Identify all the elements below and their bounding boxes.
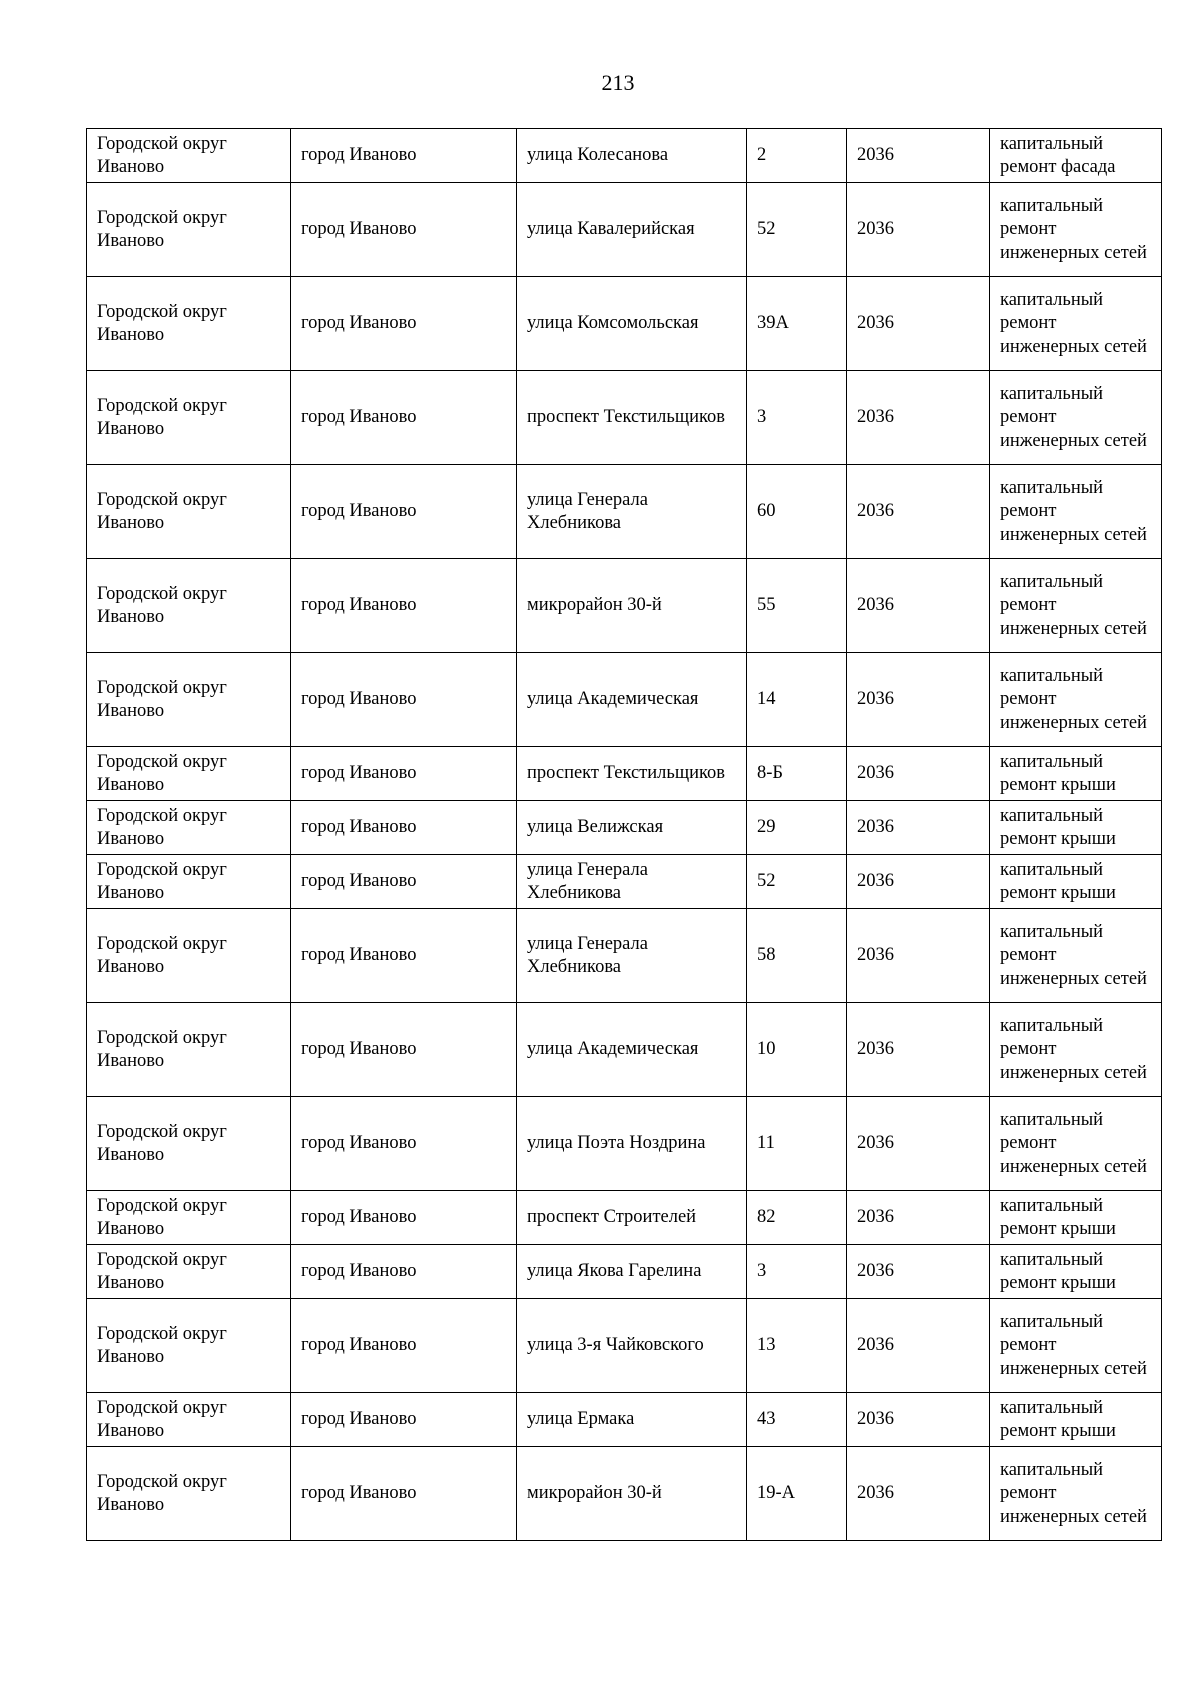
city-cell: город Иваново	[291, 277, 517, 371]
house-cell: 14	[747, 653, 847, 747]
work-type-cell: капитальный ремонт инженерных сетей	[990, 277, 1162, 371]
district-cell: Городской округ Иваново	[87, 277, 291, 371]
table-row	[87, 465, 1162, 559]
table-row	[87, 559, 1162, 653]
district-cell: Городской округ Иваново	[87, 1447, 291, 1541]
work-type-cell: капитальный ремонт инженерных сетей	[990, 1003, 1162, 1097]
table-row	[87, 653, 1162, 747]
table-row	[87, 801, 1162, 855]
district-cell: Городской округ Иваново	[87, 801, 291, 855]
work-type-cell: капитальный ремонт крыши	[990, 1245, 1162, 1299]
street-cell: улица Комсомольская	[517, 277, 747, 371]
street-cell: улица Кавалерийская	[517, 183, 747, 277]
city-cell: город Иваново	[291, 855, 517, 909]
house-cell: 11	[747, 1097, 847, 1191]
street-cell: проспект Текстильщиков	[517, 371, 747, 465]
city-cell: город Иваново	[291, 653, 517, 747]
district-cell: Городской округ Иваново	[87, 653, 291, 747]
table-row	[87, 1191, 1162, 1245]
year-cell: 2036	[847, 371, 990, 465]
work-type-cell: капитальный ремонт инженерных сетей	[990, 1299, 1162, 1393]
work-type-cell: капитальный ремонт инженерных сетей	[990, 1447, 1162, 1541]
year-cell: 2036	[847, 1393, 990, 1447]
year-cell: 2036	[847, 1245, 990, 1299]
table-row	[87, 909, 1162, 1003]
year-cell: 2036	[847, 1299, 990, 1393]
year-cell: 2036	[847, 1191, 990, 1245]
year-cell: 2036	[847, 1003, 990, 1097]
house-cell: 39А	[747, 277, 847, 371]
street-cell: улица Велижская	[517, 801, 747, 855]
year-cell: 2036	[847, 277, 990, 371]
work-type-cell: капитальный ремонт инженерных сетей	[990, 653, 1162, 747]
table-row	[87, 1097, 1162, 1191]
street-cell: улица Поэта Ноздрина	[517, 1097, 747, 1191]
city-cell: город Иваново	[291, 1245, 517, 1299]
work-type-cell: капитальный ремонт инженерных сетей	[990, 371, 1162, 465]
street-cell: улица Академическая	[517, 1003, 747, 1097]
house-cell: 13	[747, 1299, 847, 1393]
work-type-cell: капитальный ремонт инженерных сетей	[990, 1097, 1162, 1191]
city-cell: город Иваново	[291, 183, 517, 277]
city-cell: город Иваново	[291, 747, 517, 801]
repair-schedule-table	[86, 128, 1162, 1541]
house-cell: 52	[747, 855, 847, 909]
table-row	[87, 129, 1162, 183]
work-type-cell: капитальный ремонт крыши	[990, 855, 1162, 909]
street-cell: микрорайон 30-й	[517, 1447, 747, 1541]
table-row	[87, 1393, 1162, 1447]
street-cell: проспект Строителей	[517, 1191, 747, 1245]
district-cell: Городской округ Иваново	[87, 559, 291, 653]
house-cell: 10	[747, 1003, 847, 1097]
year-cell: 2036	[847, 465, 990, 559]
year-cell: 2036	[847, 1097, 990, 1191]
district-cell: Городской округ Иваново	[87, 1191, 291, 1245]
work-type-cell: капитальный ремонт крыши	[990, 801, 1162, 855]
street-cell: улица Генерала Хлебникова	[517, 909, 747, 1003]
city-cell: город Иваново	[291, 1191, 517, 1245]
street-cell: микрорайон 30-й	[517, 559, 747, 653]
district-cell: Городской округ Иваново	[87, 855, 291, 909]
year-cell: 2036	[847, 747, 990, 801]
work-type-cell: капитальный ремонт инженерных сетей	[990, 909, 1162, 1003]
district-cell: Городской округ Иваново	[87, 909, 291, 1003]
year-cell: 2036	[847, 1447, 990, 1541]
city-cell: город Иваново	[291, 1299, 517, 1393]
street-cell: улица 3-я Чайковского	[517, 1299, 747, 1393]
year-cell: 2036	[847, 855, 990, 909]
year-cell: 2036	[847, 653, 990, 747]
city-cell: город Иваново	[291, 909, 517, 1003]
work-type-cell: капитальный ремонт фасада	[990, 129, 1162, 183]
year-cell: 2036	[847, 909, 990, 1003]
house-cell: 19-А	[747, 1447, 847, 1541]
page-number: 213	[601, 70, 635, 95]
district-cell: Городской округ Иваново	[87, 1393, 291, 1447]
district-cell: Городской округ Иваново	[87, 1245, 291, 1299]
table-row	[87, 183, 1162, 277]
house-cell: 29	[747, 801, 847, 855]
district-cell: Городской округ Иваново	[87, 1003, 291, 1097]
table-row	[87, 747, 1162, 801]
table-row	[87, 1003, 1162, 1097]
table-row	[87, 371, 1162, 465]
street-cell: улица Академическая	[517, 653, 747, 747]
house-cell: 2	[747, 129, 847, 183]
city-cell: город Иваново	[291, 1393, 517, 1447]
district-cell: Городской округ Иваново	[87, 183, 291, 277]
city-cell: город Иваново	[291, 801, 517, 855]
district-cell: Городской округ Иваново	[87, 465, 291, 559]
city-cell: город Иваново	[291, 1003, 517, 1097]
street-cell: улица Генерала Хлебникова	[517, 855, 747, 909]
work-type-cell: капитальный ремонт крыши	[990, 1393, 1162, 1447]
district-cell: Городской округ Иваново	[87, 747, 291, 801]
house-cell: 60	[747, 465, 847, 559]
table-row	[87, 1245, 1162, 1299]
work-type-cell: капитальный ремонт крыши	[990, 747, 1162, 801]
work-type-cell: капитальный ремонт инженерных сетей	[990, 465, 1162, 559]
house-cell: 52	[747, 183, 847, 277]
city-cell: город Иваново	[291, 559, 517, 653]
district-cell: Городской округ Иваново	[87, 371, 291, 465]
work-type-cell: капитальный ремонт инженерных сетей	[990, 559, 1162, 653]
city-cell: город Иваново	[291, 129, 517, 183]
district-cell: Городской округ Иваново	[87, 1299, 291, 1393]
year-cell: 2036	[847, 801, 990, 855]
work-type-cell: капитальный ремонт инженерных сетей	[990, 183, 1162, 277]
street-cell: улица Ермака	[517, 1393, 747, 1447]
street-cell: улица Генерала Хлебникова	[517, 465, 747, 559]
city-cell: город Иваново	[291, 465, 517, 559]
house-cell: 3	[747, 1245, 847, 1299]
house-cell: 43	[747, 1393, 847, 1447]
city-cell: город Иваново	[291, 1447, 517, 1541]
street-cell: улица Колесанова	[517, 129, 747, 183]
year-cell: 2036	[847, 183, 990, 277]
table-row	[87, 1299, 1162, 1393]
table-row	[87, 855, 1162, 909]
year-cell: 2036	[847, 129, 990, 183]
city-cell: город Иваново	[291, 371, 517, 465]
street-cell: улица Якова Гарелина	[517, 1245, 747, 1299]
house-cell: 8-Б	[747, 747, 847, 801]
street-cell: проспект Текстильщиков	[517, 747, 747, 801]
year-cell: 2036	[847, 559, 990, 653]
house-cell: 3	[747, 371, 847, 465]
work-type-cell: капитальный ремонт крыши	[990, 1191, 1162, 1245]
table-row	[87, 1447, 1162, 1541]
district-cell: Городской округ Иваново	[87, 129, 291, 183]
city-cell: город Иваново	[291, 1097, 517, 1191]
house-cell: 55	[747, 559, 847, 653]
table-row	[87, 277, 1162, 371]
house-cell: 58	[747, 909, 847, 1003]
house-cell: 82	[747, 1191, 847, 1245]
district-cell: Городской округ Иваново	[87, 1097, 291, 1191]
